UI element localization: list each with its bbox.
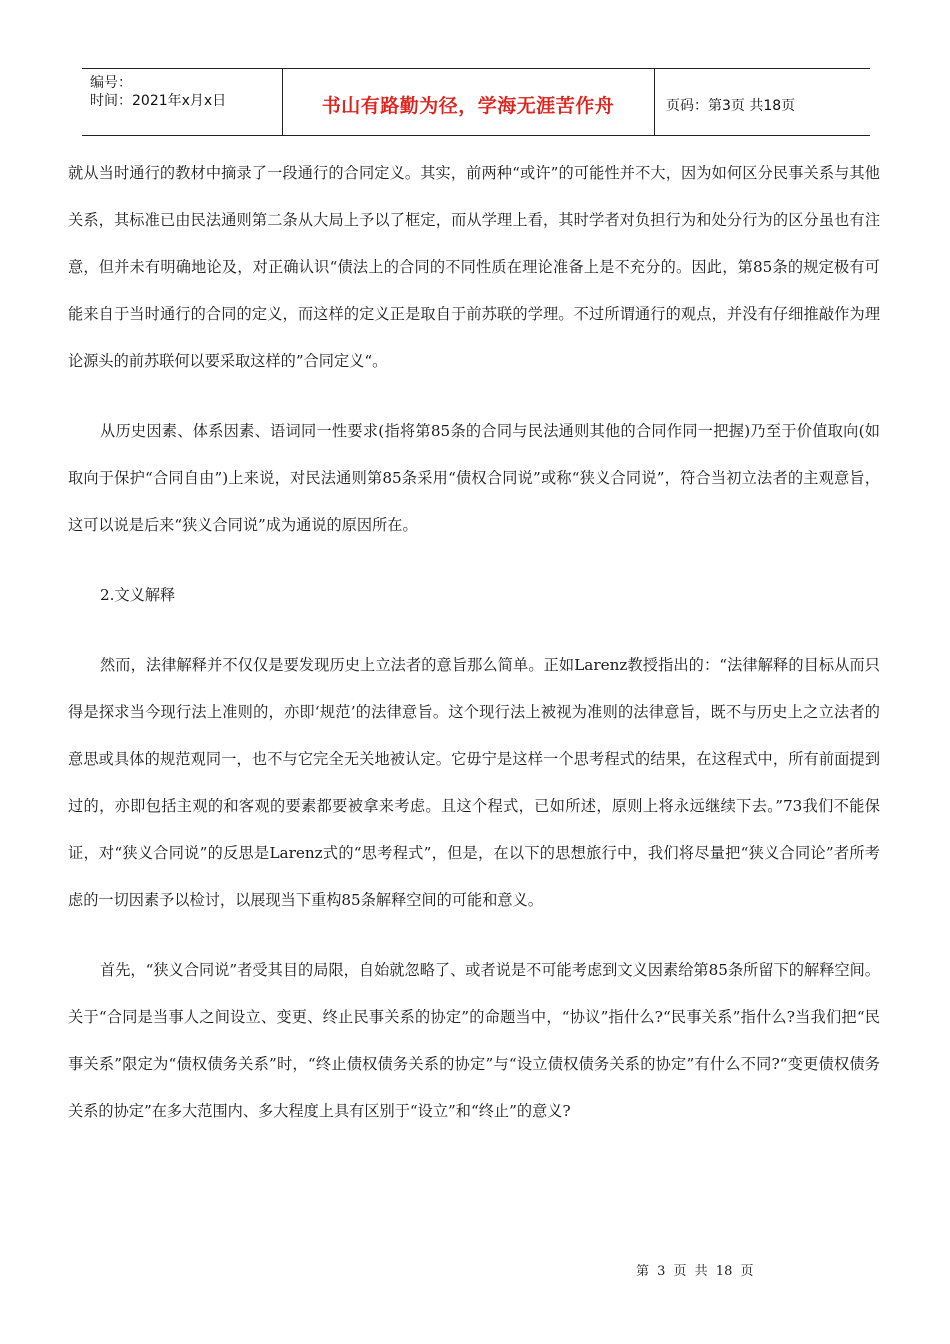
document-body: [68, 150, 880, 1158]
section-heading: 2.文义解释: [100, 586, 176, 604]
body-paragraph: 就从当时通行的教材中摘录了一段通行的合同定义。其实，前两种“或许”的可能性并不大，因为如何区分民事关系与其他关系，其标准已由民法通则第二条从大局上予以了框定，而从学理上看，其时学者对负担行为和处分行为的区分虽也有注意，但并未有明确地论及，对正确认识“债法上的合同的不同性质在理论准备上是不充分的。因此，第85条的规定极有可能来自于当时通行的合同的定义，而这样的定义正是取自于前苏联的学理。不过所谓通行的观点，并没有仔细推敲作为理论源头的前苏联何以要采取这样的”合同定义“。: [68, 164, 880, 370]
header-divider: [654, 69, 655, 135]
body-paragraph: 然而，法律解释并不仅仅是要发现历史上立法者的意旨那么简单。正如Larenz教授指出的：“法律解释的目标从而只得是探求当今现行法上准则的，亦即‘规范’的法律意旨。这个现行法上被视为准则的法律意旨，既不与历史上之立法者的意思或具体的规范观同一，也不与它完全无关地被认定。它毋宁是这样一个思考程式的结果，在这程式中，所有前面提到过的，亦即包括主观的和客观的要素都要被拿来考虑。且这个程式，已如所述，原则上将永远继续下去。”73我们不能保证，对“狭义合同说”的反思是Larenz式的“思考程式”，但是，在以下的思想旅行中，我们将尽量把“狭义合同论”者所考虑的一切因素予以检讨，以展现当下重构85条解释空间的可能和意义。: [68, 656, 880, 909]
header-meta: [90, 74, 226, 110]
document-date: 时间：2021年x月x日: [90, 93, 227, 109]
body-paragraph: 首先，“狭义合同说”者受其目的局限，自始就忽略了、或者说是不可能考虑到文义因素给第85条所留下的解释空间。关于“合同是当事人之间设立、变更、终止民事关系的协定”的命题当中，“协议”指什么?“民事关系”指什么?当我们把“民事关系”限定为“债权债务关系”时，“终止债权债务关系的协定”与“设立债权债务关系的协定”有什么不同?“变更债权债务关系的协定”在多大范围内、多大程度上具有区别于“设立”和“终止”的意义?: [68, 961, 880, 1120]
header-motto: 书山有路勤为径，学海无涯苦作舟: [321, 95, 615, 117]
document-number-label: 编号：: [90, 75, 132, 91]
body-paragraph: 从历史因素、体系因素、语词同一性要求(指将第85条的合同与民法通则其他的合同作同一把握)乃至于价值取向(如取向于保护“合同自由”)上来说，对民法通则第85条采用“债权合同说”或称“狭义合同说”，符合当初立法者的主观意旨，这可以说是后来“狭义合同说”成为通说的原因所在。: [68, 422, 880, 534]
page-header: [82, 68, 870, 136]
header-page-info: 页码：第3页 共18页: [666, 98, 796, 114]
page-footer: 第 3 页 共 18 页: [636, 1264, 754, 1279]
